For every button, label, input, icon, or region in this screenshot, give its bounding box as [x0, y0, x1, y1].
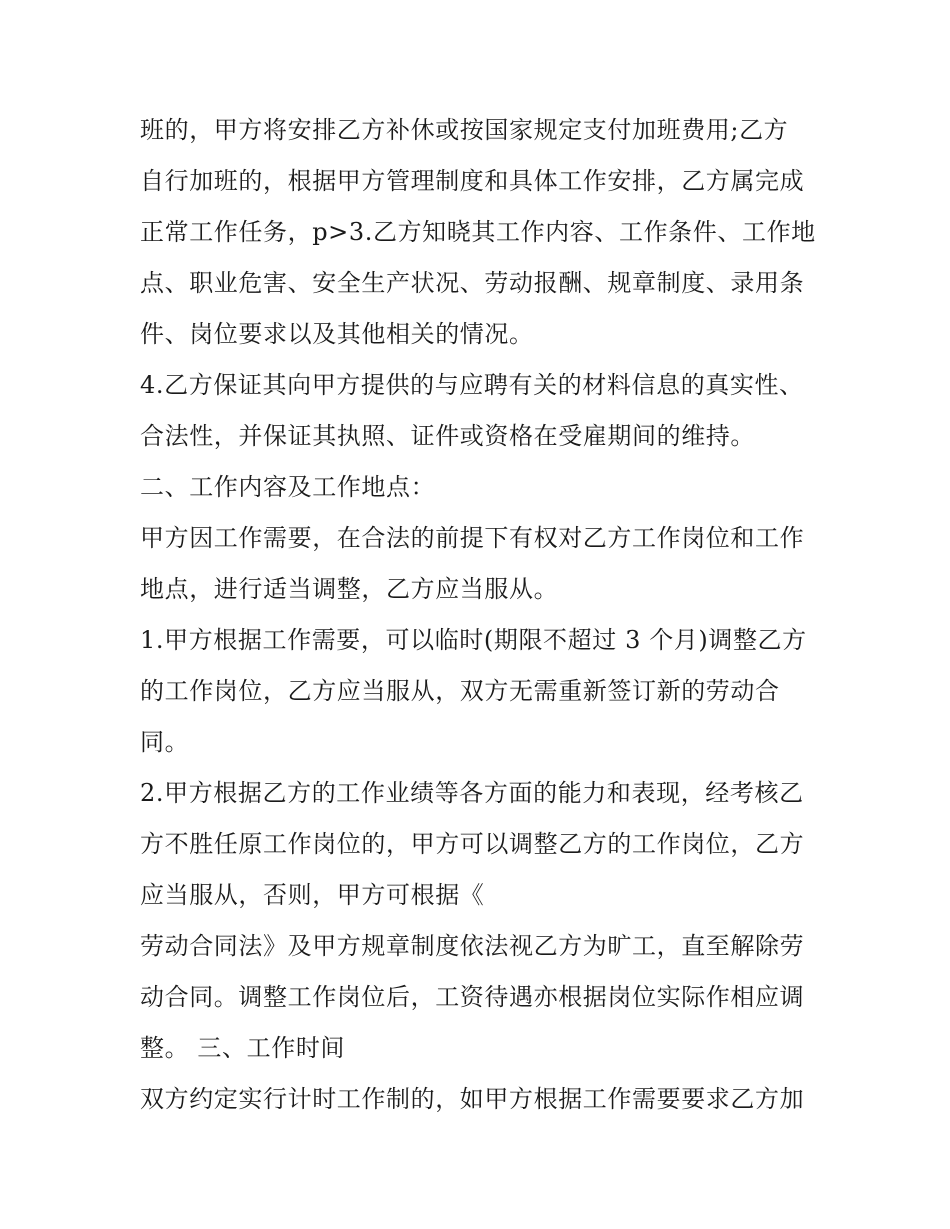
text-line: 同。 — [140, 728, 190, 756]
section-heading: 二、工作内容及工作地点： — [140, 473, 436, 501]
section-heading: 整。 三、工作时间 — [140, 1034, 346, 1062]
text-line: 合法性，并保证其执照、证件或资格在受雇期间的维持。 — [140, 422, 755, 450]
document-body — [140, 105, 820, 1125]
text-line: 动合同。调整工作岗位后，工资待遇亦根据岗位实际作相应调 — [140, 983, 805, 1011]
text-line: 班的，甲方将安排乙方补休或按国家规定支付加班费用;乙方 — [140, 116, 789, 144]
text-line: 的工作岗位，乙方应当服从，双方无需重新签订新的劳动合 — [140, 677, 780, 705]
text-line: 2.甲方根据乙方的工作业绩等各方面的能力和表现，经考核乙 — [140, 779, 804, 807]
text-line: 甲方因工作需要，在合法的前提下有权对乙方工作岗位和工作 — [140, 524, 805, 552]
text-line: 1.甲方根据工作需要，可以临时(期限不超过 3 个月)调整乙方 — [140, 626, 807, 654]
text-line: 方不胜任原工作岗位的，甲方可以调整乙方的工作岗位，乙方 — [140, 830, 805, 858]
text-line: 4.乙方保证其向甲方提供的与应聘有关的材料信息的真实性、 — [140, 371, 804, 399]
text-line: 应当服从，否则，甲方可根据《 — [140, 881, 485, 909]
text-line: 地点，进行适当调整，乙方应当服从。 — [140, 575, 559, 603]
text-line: 自行加班的，根据甲方管理制度和具体工作安排，乙方属完成 — [140, 167, 805, 195]
text-line: 双方约定实行计时工作制的，如甲方根据工作需要要求乙方加 — [140, 1085, 805, 1113]
text-line: 件、岗位要求以及其他相关的情况。 — [140, 320, 534, 348]
text-line: 点、职业危害、安全生产状况、劳动报酬、规章制度、录用条 — [140, 269, 805, 297]
text-line: 劳动合同法》及甲方规章制度依法视乙方为旷工，直至解除劳 — [140, 932, 805, 960]
text-line: 正常工作任务，p>3.乙方知晓其工作内容、工作条件、工作地 — [140, 218, 816, 246]
